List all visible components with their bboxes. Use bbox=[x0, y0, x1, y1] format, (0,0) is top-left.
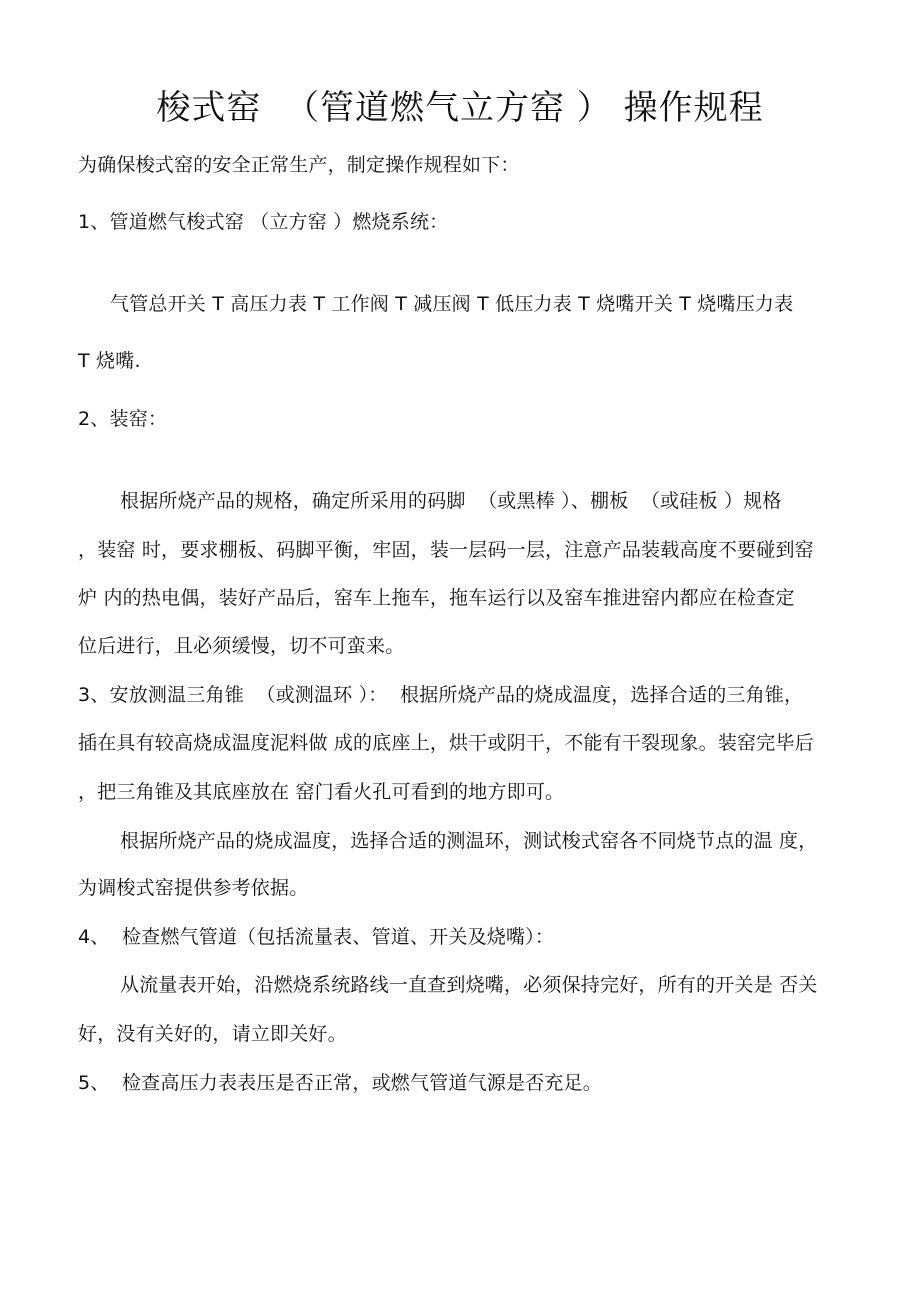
section-3-line: 插在具有较高烧成温度泥料做 成的底座上，烘干或阴干，不能有干裂现象。装窑完毕后 bbox=[78, 732, 814, 754]
section-3-line: 为调梭式窑提供参考依据。 bbox=[78, 877, 309, 899]
section-3-line: ，把三角锥及其底座放在 窑门看火孔可看到的地方即可。 bbox=[78, 781, 565, 803]
section-1-body-line: 气管总开关 T 高压力表 T 工作阀 T 减压阀 T 低压力表 T 烧嘴开关 T 烧嘴压力表 bbox=[110, 293, 794, 315]
section-4-body-line: 好，没有关好的，请立即关好。 bbox=[78, 1023, 347, 1045]
section-2-heading: 2、装窑： bbox=[78, 408, 168, 430]
section-2-body-line: ，装窑 时，要求棚板、码脚平衡，牢固，装一层码一层，注意产品装载高度不要碰到窑 bbox=[78, 539, 814, 561]
section-4-heading: 4、 检查燃气管道（包括流量表、管道、开关及烧嘴）： bbox=[78, 926, 555, 948]
section-2-body-line: 炉 内的热电偶，装好产品后，窑车上拖车，拖车运行以及窑车推进窑内都应在检查定 bbox=[78, 587, 795, 609]
section-2-body-line: 根据所烧产品的规格，确定所采用的码脚 （或黑棒 ）、棚板 （或硅板 ）规格 bbox=[120, 490, 782, 512]
section-4-body-line: 从流量表开始，沿燃烧系统路线一直查到烧嘴，必须保持完好，所有的开关是 否关 bbox=[120, 974, 818, 996]
section-1-body-line: T 烧嘴. bbox=[78, 350, 141, 372]
section-5-heading: 5、 检查高压力表表压是否正常，或燃气管道气源是否充足。 bbox=[78, 1072, 602, 1094]
section-3-line: 根据所烧产品的烧成温度，选择合适的测温环，测试梭式窑各不同烧节点的温 度， bbox=[120, 830, 818, 852]
section-1-heading: 1、管道燃气梭式窑 （立方窑 ）燃烧系统： bbox=[78, 211, 449, 233]
intro-paragraph: 为确保梭式窑的安全正常生产，制定操作规程如下： bbox=[78, 154, 520, 176]
section-2-body-line: 位后进行，且必须缓慢，切不可蛮来。 bbox=[78, 635, 405, 657]
section-3-line: 3、安放测温三角锥 （或测温环 ）： 根据所烧产品的烧成温度，选择合适的三角锥， bbox=[78, 684, 804, 706]
document-title: 梭式窑 （管道燃气立方窑 ） 操作规程 bbox=[156, 88, 764, 128]
